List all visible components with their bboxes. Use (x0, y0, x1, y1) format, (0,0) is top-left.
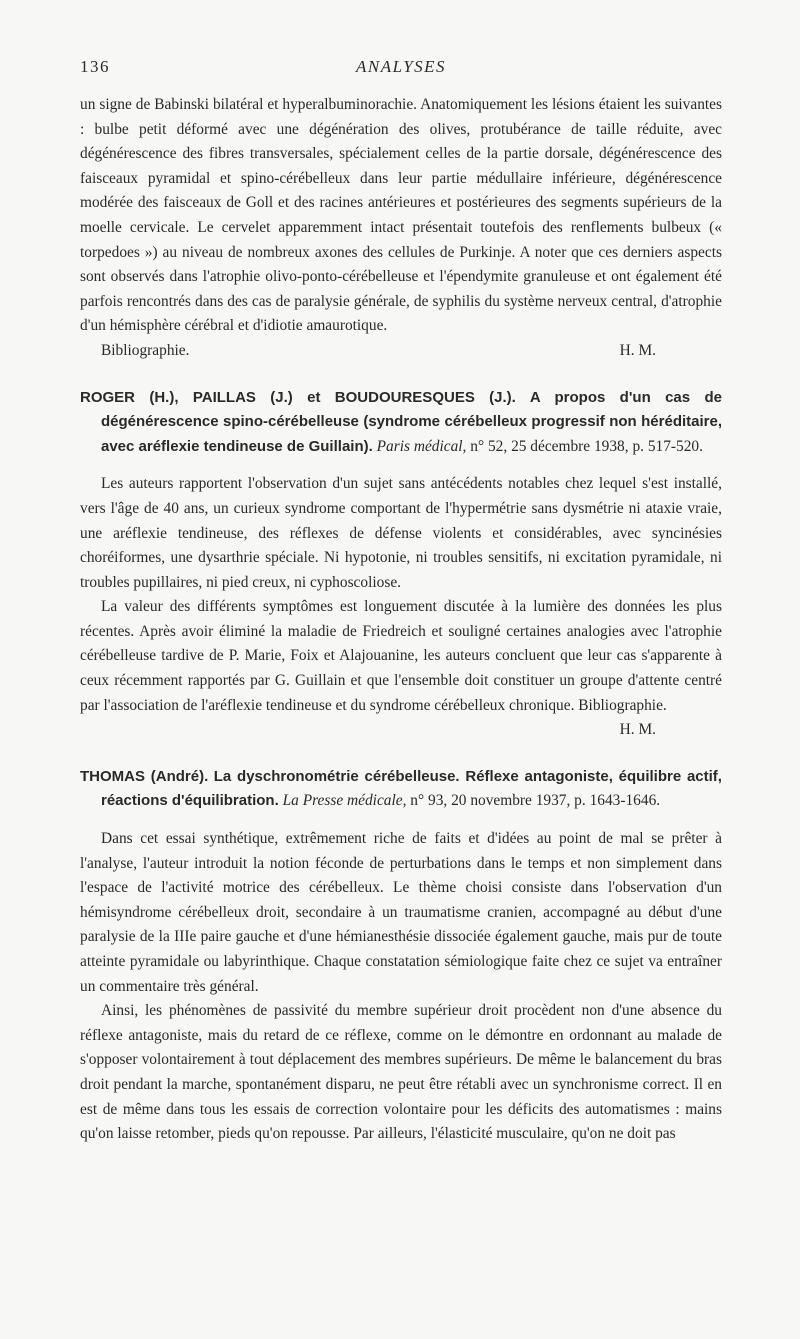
running-title: ANALYSES (355, 57, 447, 76)
entry-title: La dyschronométrie cérébelleuse. Réflexe antagoniste, équilibre actif, réactions d'équilibration. (101, 767, 722, 810)
reviewer-signoff: H. M. (619, 721, 656, 739)
entry-citation: n° 52, 25 décembre 1938, p. 517-520. (470, 437, 703, 455)
entry-paragraph: Dans cet essai synthétique, extrêmement riche de faits et d'idées au point de mal se prêter à l'analyse, l'auteur introduit la notion féconde de perturbations dans le temps et non simplement dans l'espace de l'activité motrice des cérébelleux. Le thème choisi consiste dans l'observation d'un hémisyndrome cérébelleux droit, secondaire à un traumatisme cranien, accompagné au début d'une paralysie de la IIIe paire gauche et d'une hémianesthésie dissociée également gauche, mais pur de toute atteinte pyramidale ou labyrinthique. Chaque constatation sémiologique faite chez ce sujet va entraîner un commentaire très général. (80, 830, 722, 995)
continued-review (80, 93, 722, 364)
running-head (80, 57, 722, 81)
entry-heading (80, 765, 722, 814)
entry-citation: n° 93, 20 novembre 1937, p. 1643-1646. (410, 792, 661, 810)
entry-paragraph: Les auteurs rapportent l'observation d'un sujet sans antécédents notables chez lequel s'est installé, vers l'âge de 40 ans, un curieux syndrome comportant de l'hypermétrie sans dysmétrie ni ataxie vraie, une aréflexie tendineuse, des réflexes de défense violents et considérables, avec syncinésies choréiformes, une dysarthrie spéciale. Ni hypotonie, ni troubles sensitifs, ni excitation pyramidale, ni troubles pupillaires, ni pied creux, ni cyphoscoliose. (80, 475, 722, 591)
bibliography-note: Bibliographie. (101, 341, 190, 359)
entry-title: A propos d'un cas de dégénérescence spino-cérébelleuse (syndrome cérébelleux progressif non héréditaire, avec aréflexie tendineuse de Guillain). (101, 388, 722, 455)
entry-paragraph: La valeur des différents symptômes est longuement discutée à la lumière des données les plus récentes. Après avoir éliminé la maladie de Friedreich et souligné certaines analogies avec l'atrophie cérébelleuse tardive de P. Marie, Foix et Alajouanine, les auteurs concluent que leur cas s'apparente à ceux récemment rapportés par G. Guillain et que l'ensemble doit constituer un groupe d'attente centré par l'association de l'aréflexie tendineuse et du syndrome cérébelleux chronique. Bibliographie. (80, 598, 722, 714)
continued-paragraph: un signe de Babinski bilatéral et hyperalbuminorachie. Anatomiquement les lésions étaient les suivantes : bulbe petit déformé avec une dégénération des olives, protubérance de taille réduite, avec dégénérescence des fibres transversales, spécialement celles de la partie dorsale, dégénérescence des faisceaux pyramidal et spino-cérébelleux dans leur partie médullaire inférieure, dégénérescence modérée des faisceaux de Goll et des racines antérieures et postérieures des segments supérieurs de la moelle cervicale. Le cervelet apparemment intact présentait toutefois des renflements bulbeux (« torpedoes ») au niveau de nombreux axones des cellules de Purkinje. A noter que ces derniers aspects sont observés dans l'atrophie olivo-ponto-cérébelleuse et l'épendymite granuleuse et ont également été parfois rencontrés dans des cas de paralysie générale, de syphilis du système nerveux central, d'atrophie d'un hémisphère cérébral et d'idiotie amaurotique. (80, 96, 722, 335)
entry-journal: La Presse médicale, (282, 792, 407, 810)
review-entry-roger (80, 386, 722, 743)
reviewer-signoff: H. M. (619, 341, 656, 359)
entry-journal: Paris médical, (376, 437, 467, 455)
page-content (80, 93, 722, 1147)
entry-heading (80, 386, 722, 460)
page-number: 136 (80, 57, 110, 76)
review-entry-thomas (80, 765, 722, 1147)
entry-paragraph: Ainsi, les phénomènes de passivité du membre supérieur droit procèdent non d'une absence du réflexe antagoniste, mais du retard de ce réflexe, comme on le démontre en ordonnant au malade de s'opposer volontairement à tout déplacement des membres supérieurs. De même le balancement du bras droit pendant la marche, spontanément disparu, ne peut être rétabli avec un synchronisme correct. Il en est de même dans tous les essais de correction volontaire pour les déficits des automatismes : mains qu'on laisse retomber, pieds qu'on repousse. Par ailleurs, l'élasticité musculaire, qu'on ne doit pas (80, 1002, 722, 1143)
entry-authors: THOMAS (André). (80, 767, 209, 785)
entry-authors: ROGER (H.), PAILLAS (J.) et BOUDOURESQUES (J.). (80, 388, 516, 406)
